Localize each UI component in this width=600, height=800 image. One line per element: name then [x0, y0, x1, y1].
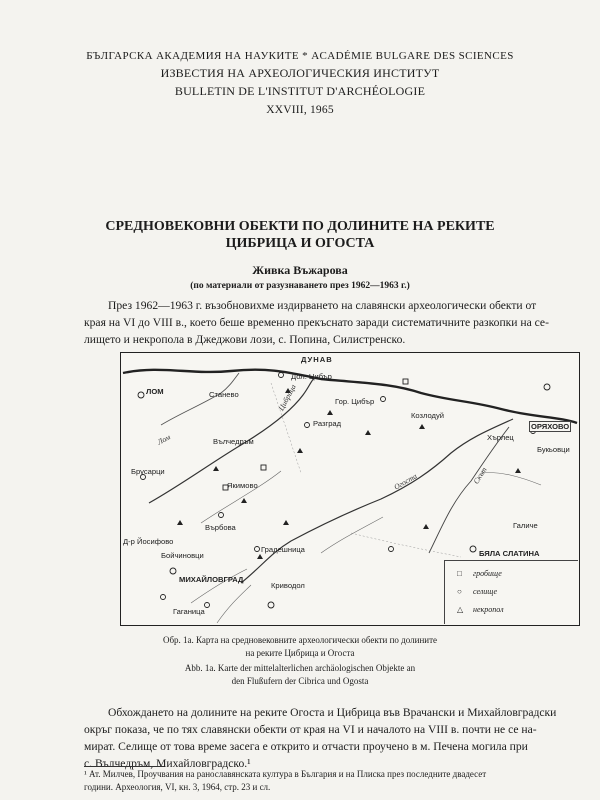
map-label-krivodol: Криводол	[271, 581, 305, 590]
map-label-bukyovtsi: Букьовци	[537, 445, 570, 454]
map-label-harlets: Хърлец	[487, 433, 514, 442]
author: Живка Въжарова	[252, 263, 348, 277]
volume-year: XXVIII, 1965	[266, 104, 334, 116]
map-label-valchedram: Вълчедръм	[213, 437, 254, 446]
river-label-tsibritsa: Цибрица	[276, 382, 298, 413]
footnote	[84, 768, 554, 794]
legend-item-settlement: ○ селище	[457, 587, 498, 596]
survey-paragraph	[84, 704, 557, 772]
map-label-stanevo: Станево	[209, 390, 239, 399]
map-label-lom: ЛОМ	[146, 387, 164, 396]
map-label-mihaylovgrad: МИХАЙЛОВГРАД	[179, 575, 244, 584]
footnote-line: години. Археология, VI, кн. 3, 1964, стр. 23 и сл.	[84, 782, 271, 792]
text-line: края на VI до VIII в., което беше временно прекъснато заради систематичните разкопки на се-	[84, 316, 549, 329]
figure-caption-bg	[0, 634, 600, 659]
river-label-ogosta: Огоста	[392, 471, 419, 492]
river-label-lom: Лом	[155, 432, 172, 447]
map-label-dr-yosifovo: Д-р Йосифово	[123, 537, 174, 546]
caption-line: Обр. 1а. Карта на средновековните археологически обекти по долините	[162, 635, 438, 645]
academy-header: БЪЛГАРСКА АКАДЕМИЯ НА НАУКИТЕ * ACADÉMIE BULGARE DES SCIENCES	[86, 50, 514, 62]
article-title	[0, 218, 600, 252]
article-title-line-2: ЦИБРИЦА И ОГОСТА	[225, 236, 375, 251]
text-line: с. Вълчедръм, Михайловградско.¹	[84, 757, 251, 770]
map-label-gor-tsibar: Гор. Цибър	[335, 397, 375, 406]
journal-title-fr: BULLETIN DE L'INSTITUT D'ARCHÉOLOGIE	[174, 84, 426, 98]
text-line: лището и некропола в Джеджови лози, с. Попина, Силистренско.	[84, 333, 406, 346]
text-line: мират. Селище от това време засега е открито и отчасти проучено в м. Печена могила при	[84, 740, 528, 753]
map-label-byala-slatina: БЯЛА СЛАТИНА	[479, 549, 540, 558]
map-label-vrbova: Върбова	[205, 523, 236, 532]
intro-paragraph	[84, 297, 554, 348]
circle-icon: ○	[457, 587, 462, 596]
legend-item-grave: □ гробище	[457, 569, 502, 578]
text-line: През 1962—1963 г. възобновихме издирването на славянски археологически обекти от	[108, 299, 537, 312]
figure-caption-de	[0, 662, 600, 687]
footnote-rule	[84, 766, 164, 767]
footnote-line: ¹ Ат. Милчев, Проучвания на ранославянската култура в България и на Плиска през последните двадесет	[84, 769, 487, 779]
map-label-brusartsi: Брусарци	[131, 467, 165, 476]
map-label-gaganitsa: Гаганица	[173, 607, 205, 616]
text-line: окръг показа, че по тях славянски обекти от края на VI и началото на VIII в. почти не се на-	[84, 723, 537, 736]
legend-item-necropolis: △ некропол	[457, 605, 504, 614]
caption-line: на реките Цибрица и Огоста	[245, 647, 355, 658]
caption-line: den Flußufern der Cibrica und Ogosta	[231, 675, 369, 686]
map-figure	[120, 352, 580, 626]
map-legend	[444, 560, 578, 624]
square-icon: □	[457, 569, 462, 578]
article-title-line-1: СРЕДНОВЕКОВНИ ОБЕКТИ ПО ДОЛИНИТЕ НА РЕКИТЕ	[105, 219, 495, 234]
map-label-boychinovtsi: Бойчиновци	[161, 551, 204, 560]
map-label-dunav: ДУНАВ	[301, 355, 333, 364]
map-label-galiche: Галиче	[513, 521, 538, 530]
map-label-kozloduy: Козлодуй	[411, 411, 444, 420]
river-label-skat: Скът	[471, 465, 489, 486]
caption-line: Abb. 1a. Karte der mittelalterlichen archäologischen Objekte an	[184, 663, 416, 673]
triangle-icon: △	[457, 605, 464, 614]
map-label-razgrad: Разград	[313, 419, 342, 428]
map-label-yakimovo: Якимово	[227, 481, 258, 490]
map-label-dol-tsibar: Дол. Цибър	[291, 372, 332, 381]
article-subtitle: (по материали от разузнаването през 1962—1963 г.)	[190, 281, 410, 291]
text-line: Обхождането на долините на реките Огоста и Цибрица във Врачански и Михайловградски	[108, 706, 557, 719]
map-label-oryahovo: ОРЯХОВО	[531, 422, 570, 431]
journal-title-bg: ИЗВЕСТИЯ НА АРХЕОЛОГИЧЕСКИЯ ИНСТИТУТ	[160, 66, 440, 80]
map-label-gradeshnitsa: Градешница	[261, 545, 305, 554]
